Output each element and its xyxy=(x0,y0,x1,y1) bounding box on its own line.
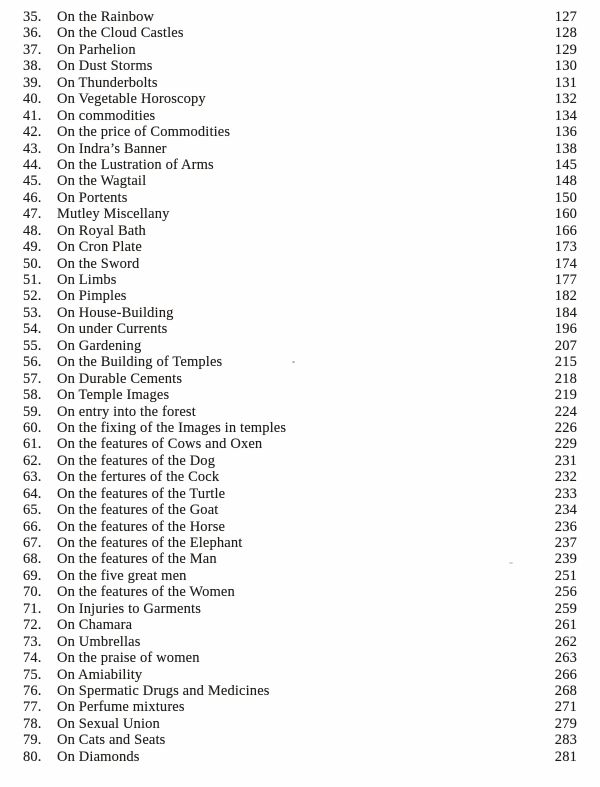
entry-number: 58. xyxy=(23,387,42,404)
entry-page-number: 237 xyxy=(554,535,577,551)
entry-page-number: 232 xyxy=(554,469,577,486)
entry-title: On Injuries to Garments xyxy=(57,600,201,617)
toc-row xyxy=(0,141,600,157)
entry-number: 64. xyxy=(23,485,42,502)
toc-row xyxy=(0,239,600,255)
entry-page-number: 262 xyxy=(554,633,577,650)
entry-number: 69. xyxy=(23,567,42,584)
entry-page-number: 150 xyxy=(554,189,577,206)
entry-number: 55. xyxy=(23,337,42,354)
entry-page-number: 177 xyxy=(554,272,577,288)
toc-row xyxy=(0,732,600,748)
entry-number: 36. xyxy=(23,25,42,42)
entry-page-number: 134 xyxy=(554,107,577,124)
entry-number: 62. xyxy=(23,452,42,469)
entry-title: On the fixing of the Images in temples xyxy=(57,419,287,436)
toc-row xyxy=(0,42,600,58)
entry-number: 78. xyxy=(23,715,42,732)
toc-row xyxy=(0,716,600,732)
toc-row xyxy=(0,486,600,502)
toc-row xyxy=(0,223,600,239)
entry-title: On Gardening xyxy=(57,337,142,354)
toc-row xyxy=(0,354,600,370)
toc-row xyxy=(0,683,600,699)
entry-title: On the Building of Temples xyxy=(57,354,223,371)
entry-number: 73. xyxy=(23,633,42,650)
toc-row xyxy=(0,305,600,321)
entry-page-number: 224 xyxy=(554,403,577,420)
toc-row xyxy=(0,387,600,403)
entry-number: 53. xyxy=(23,304,42,321)
entry-page-number: 229 xyxy=(554,436,577,453)
entry-title: On the features of the Turtle xyxy=(57,485,226,502)
entry-page-number: 173 xyxy=(554,239,577,256)
entry-title: On Temple Images xyxy=(57,387,170,404)
entry-title: On Indra’s Banner xyxy=(57,140,167,157)
entry-title: On the features of the Elephant xyxy=(57,535,243,551)
entry-title: On entry into the forest xyxy=(57,403,196,420)
entry-title: On the Rainbow xyxy=(57,9,155,25)
entry-title: On under Currents xyxy=(57,321,168,338)
toc-row xyxy=(0,288,600,304)
toc-row xyxy=(0,634,600,650)
entry-number: 72. xyxy=(23,617,42,634)
entry-title: On Diamonds xyxy=(57,748,140,765)
entry-title: Mutley Miscellany xyxy=(57,206,170,223)
scan-artifact xyxy=(292,361,295,363)
entry-title: On commodities xyxy=(57,107,156,124)
entry-page-number: 261 xyxy=(554,617,577,634)
toc-row xyxy=(0,173,600,189)
entry-title: On the Sword xyxy=(57,255,140,272)
entry-page-number: 263 xyxy=(554,650,577,667)
entry-number: 43. xyxy=(23,140,42,157)
entry-number: 68. xyxy=(23,551,42,568)
entry-number: 67. xyxy=(23,535,42,551)
entry-page-number: 136 xyxy=(554,124,577,141)
entry-number: 70. xyxy=(23,584,42,601)
entry-number: 56. xyxy=(23,354,42,371)
entry-page-number: 251 xyxy=(554,567,577,584)
entry-number: 41. xyxy=(23,107,42,124)
entry-title: On the features of the Dog xyxy=(57,452,216,469)
entry-page-number: 128 xyxy=(554,25,577,42)
entry-number: 39. xyxy=(23,74,42,91)
toc-row xyxy=(0,9,600,25)
entry-page-number: 236 xyxy=(554,518,577,535)
entry-number: 45. xyxy=(23,173,42,190)
entry-page-number: 231 xyxy=(554,452,577,469)
entry-number: 49. xyxy=(23,239,42,256)
entry-number: 65. xyxy=(23,502,42,519)
toc-row xyxy=(0,338,600,354)
toc-row xyxy=(0,371,600,387)
toc-row xyxy=(0,469,600,485)
entry-page-number: 279 xyxy=(554,715,577,732)
entry-page-number: 130 xyxy=(554,58,577,75)
entry-number: 80. xyxy=(23,748,42,765)
entry-title: On Thunderbolts xyxy=(57,74,158,91)
entry-page-number: 219 xyxy=(554,387,577,404)
toc-list xyxy=(0,9,600,765)
entry-number: 37. xyxy=(23,41,42,58)
toc-row xyxy=(0,420,600,436)
entry-page-number: 266 xyxy=(554,666,577,683)
entry-page-number: 234 xyxy=(554,502,577,519)
entry-title: On Vegetable Horoscopy xyxy=(57,91,206,108)
entry-page-number: 129 xyxy=(554,41,577,58)
entry-title: On House-Building xyxy=(57,304,174,321)
toc-row xyxy=(0,749,600,765)
toc-row xyxy=(0,453,600,469)
entry-number: 60. xyxy=(23,419,42,436)
toc-row xyxy=(0,190,600,206)
entry-title: On the features of the Goat xyxy=(57,502,219,519)
entry-title: On the fertures of the Cock xyxy=(57,469,220,486)
toc-row xyxy=(0,551,600,567)
entry-page-number: 148 xyxy=(554,173,577,190)
toc-row xyxy=(0,75,600,91)
entry-number: 74. xyxy=(23,650,42,667)
entry-number: 57. xyxy=(23,370,42,387)
entry-title: On Pimples xyxy=(57,288,127,305)
toc-row xyxy=(0,535,600,551)
toc-row xyxy=(0,272,600,288)
entry-page-number: 215 xyxy=(554,354,577,371)
entry-number: 76. xyxy=(23,682,42,699)
entry-title: On Chamara xyxy=(57,617,133,634)
entry-page-number: 184 xyxy=(554,304,577,321)
toc-row xyxy=(0,108,600,124)
entry-page-number: 239 xyxy=(554,551,577,568)
toc-row xyxy=(0,58,600,74)
toc-row xyxy=(0,321,600,337)
toc-row xyxy=(0,91,600,107)
entry-title: On Sexual Union xyxy=(57,715,160,732)
entry-page-number: 131 xyxy=(554,74,577,91)
entry-page-number: 160 xyxy=(554,206,577,223)
entry-title: On the features of Cows and Oxen xyxy=(57,436,263,453)
entry-page-number: 226 xyxy=(554,419,577,436)
entry-page-number: 145 xyxy=(554,156,577,173)
entry-page-number: 268 xyxy=(554,682,577,699)
entry-title: On the Wagtail xyxy=(57,173,147,190)
toc-row xyxy=(0,206,600,222)
scan-artifact xyxy=(509,562,513,564)
entry-title: On Umbrellas xyxy=(57,633,141,650)
entry-page-number: 283 xyxy=(554,732,577,749)
entry-page-number: 174 xyxy=(554,255,577,272)
toc-row xyxy=(0,124,600,140)
entry-number: 61. xyxy=(23,436,42,453)
entry-title: On Perfume mixtures xyxy=(57,699,185,716)
entry-title: On Dust Storms xyxy=(57,58,153,75)
entry-page-number: 256 xyxy=(554,584,577,601)
entry-title: On Parhelion xyxy=(57,41,136,58)
entry-number: 66. xyxy=(23,518,42,535)
entry-title: On Spermatic Drugs and Medicines xyxy=(57,682,270,699)
entry-number: 35. xyxy=(23,9,42,25)
entry-page-number: 132 xyxy=(554,91,577,108)
toc-row xyxy=(0,404,600,420)
entry-page-number: 207 xyxy=(554,337,577,354)
entry-page-number: 233 xyxy=(554,485,577,502)
entry-title: On the Cloud Castles xyxy=(57,25,184,42)
entry-number: 79. xyxy=(23,732,42,749)
entry-title: On Cron Plate xyxy=(57,239,142,256)
toc-row xyxy=(0,617,600,633)
entry-page-number: 196 xyxy=(554,321,577,338)
entry-title: On the price of Commodities xyxy=(57,124,231,141)
entry-number: 38. xyxy=(23,58,42,75)
toc-row xyxy=(0,699,600,715)
toc-row xyxy=(0,502,600,518)
toc-row xyxy=(0,601,600,617)
entry-number: 44. xyxy=(23,156,42,173)
entry-title: On the five great men xyxy=(57,567,187,584)
entry-title: On the features of the Women xyxy=(57,584,235,601)
entry-number: 71. xyxy=(23,600,42,617)
entry-number: 46. xyxy=(23,189,42,206)
entry-title: On Cats and Seats xyxy=(57,732,166,749)
entry-title: On Durable Cements xyxy=(57,370,183,387)
entry-page-number: 259 xyxy=(554,600,577,617)
entry-number: 52. xyxy=(23,288,42,305)
toc-row xyxy=(0,519,600,535)
entry-title: On Amiability xyxy=(57,666,143,683)
entry-page-number: 138 xyxy=(554,140,577,157)
entry-page-number: 218 xyxy=(554,370,577,387)
toc-row xyxy=(0,568,600,584)
entry-page-number: 182 xyxy=(554,288,577,305)
entry-number: 47. xyxy=(23,206,42,223)
entry-number: 54. xyxy=(23,321,42,338)
entry-title: On the features of the Horse xyxy=(57,518,226,535)
entry-number: 77. xyxy=(23,699,42,716)
toc-row xyxy=(0,157,600,173)
entry-number: 59. xyxy=(23,403,42,420)
entry-page-number: 271 xyxy=(554,699,577,716)
entry-number: 63. xyxy=(23,469,42,486)
toc-row xyxy=(0,25,600,41)
toc-row xyxy=(0,667,600,683)
entry-page-number: 127 xyxy=(554,9,577,25)
entry-number: 40. xyxy=(23,91,42,108)
entry-page-number: 281 xyxy=(554,748,577,765)
entry-number: 42. xyxy=(23,124,42,141)
entry-title: On the Lustration of Arms xyxy=(57,156,214,173)
entry-title: On the praise of women xyxy=(57,650,200,667)
entry-title: On Portents xyxy=(57,189,128,206)
toc-row xyxy=(0,436,600,452)
entry-title: On Royal Bath xyxy=(57,222,146,239)
entry-number: 48. xyxy=(23,222,42,239)
toc-row xyxy=(0,584,600,600)
entry-title: On the features of the Man xyxy=(57,551,217,568)
toc-row xyxy=(0,650,600,666)
entry-page-number: 166 xyxy=(554,222,577,239)
entry-title: On Limbs xyxy=(57,272,117,288)
toc-row xyxy=(0,256,600,272)
entry-number: 75. xyxy=(23,666,42,683)
entry-number: 50. xyxy=(23,255,42,272)
entry-number: 51. xyxy=(23,272,42,288)
